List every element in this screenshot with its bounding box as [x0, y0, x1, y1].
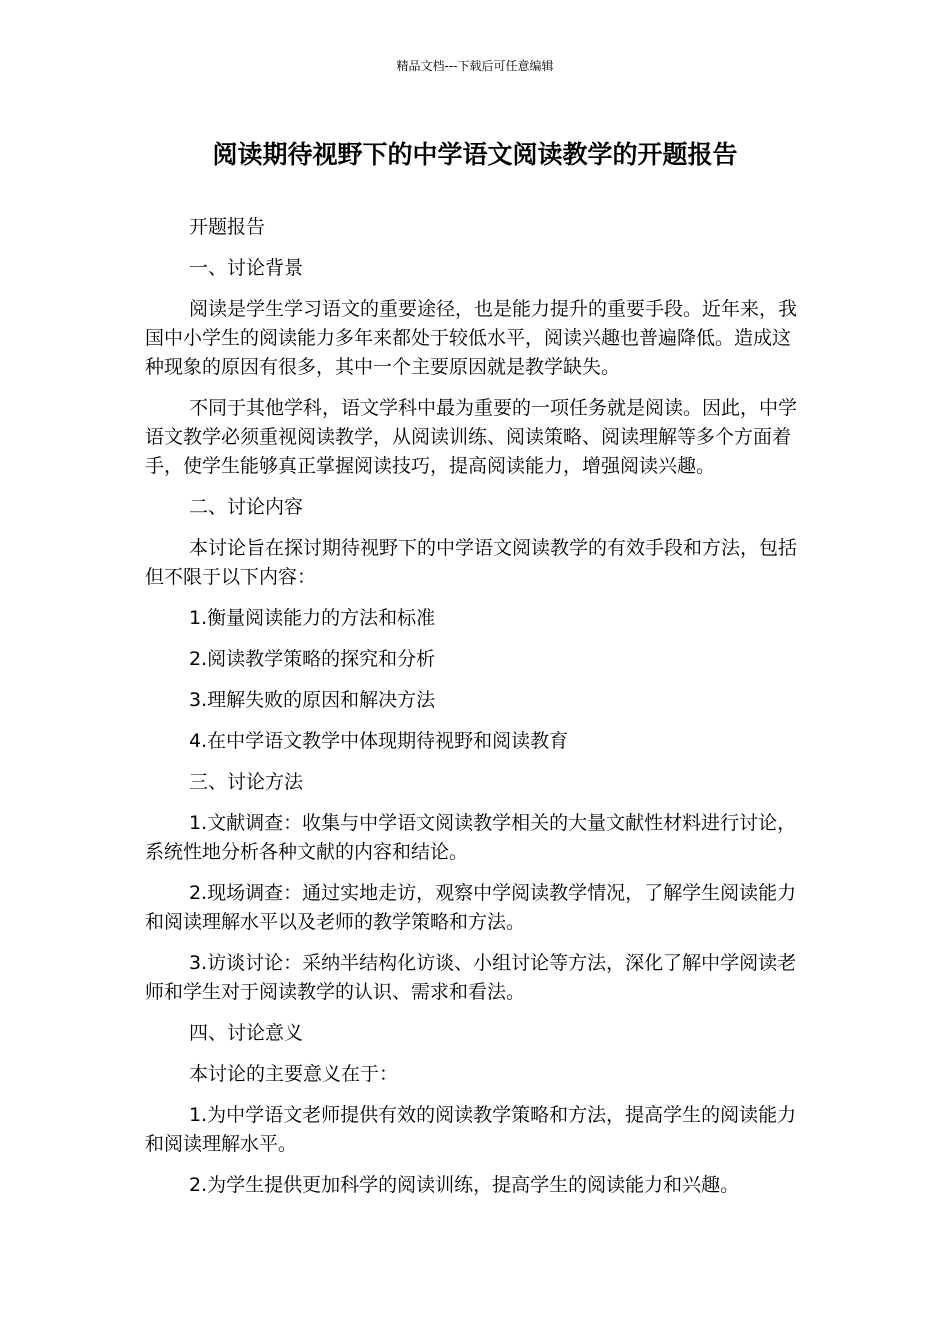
- section-heading-content: 二、讨论内容: [189, 496, 304, 518]
- paragraph-subtitle: 开题报告: [189, 216, 266, 238]
- paragraph: 阅读是学生学习语文的重要途径，也是能力提升的重要手段。近年来，我国中小学生的阅读能力多年来都处于较低水平，阅读兴趣也普遍降低。造成这种现象的原因有很多，其中一个主要原因就是教学缺失。: [145, 298, 798, 378]
- list-item: 3.访谈讨论：采纳半结构化访谈、小组讨论等方法，深化了解中学阅读老师和学生对于阅读教学的认识、需求和看法。: [145, 952, 797, 1003]
- list-item: 2.为学生提供更加科学的阅读训练，提高学生的阅读能力和兴趣。: [189, 1174, 740, 1196]
- document-body: [145, 213, 805, 1212]
- document-title: 阅读期待视野下的中学语文阅读教学的开题报告: [212, 140, 738, 169]
- paragraph: 本讨论的主要意义在于：: [189, 1063, 399, 1085]
- list-item: 1.为中学语文老师提供有效的阅读教学策略和方法，提高学生的阅读能力和阅读理解水平。: [145, 1104, 797, 1155]
- list-item: 1.文献调查：收集与中学语文阅读教学相关的大量文献性材料进行讨论，系统性地分析各种文献的内容和结论。: [145, 812, 797, 863]
- paragraph: 本讨论旨在探讨期待视野下的中学语文阅读教学的有效手段和方法，包括但不限于以下内容：: [145, 537, 798, 588]
- list-item: 1.衡量阅读能力的方法和标准: [189, 607, 436, 629]
- list-item: 4.在中学语文教学中体现期待视野和阅读教育: [189, 730, 569, 752]
- section-heading-background: 一、讨论背景: [189, 257, 304, 279]
- section-heading-significance: 四、讨论意义: [189, 1022, 304, 1044]
- list-item: 3.理解失败的原因和解决方法: [189, 689, 436, 711]
- paragraph: 不同于其他学科，语文学科中最为重要的一项任务就是阅读。因此，中学语文教学必须重视阅读教学，从阅读训练、阅读策略、阅读理解等多个方面着手，使学生能够真正掌握阅读技巧，提高阅读能力，增强阅读兴趣。: [145, 397, 798, 477]
- page-header-note: 精品文档---下载后可任意编辑: [396, 59, 554, 73]
- section-heading-methods: 三、讨论方法: [189, 771, 304, 793]
- list-item: 2.阅读教学策略的探究和分析: [189, 648, 436, 670]
- list-item: 2.现场调查：通过实地走访，观察中学阅读教学情况，了解学生阅读能力和阅读理解水平以及老师的教学策略和方法。: [145, 882, 797, 933]
